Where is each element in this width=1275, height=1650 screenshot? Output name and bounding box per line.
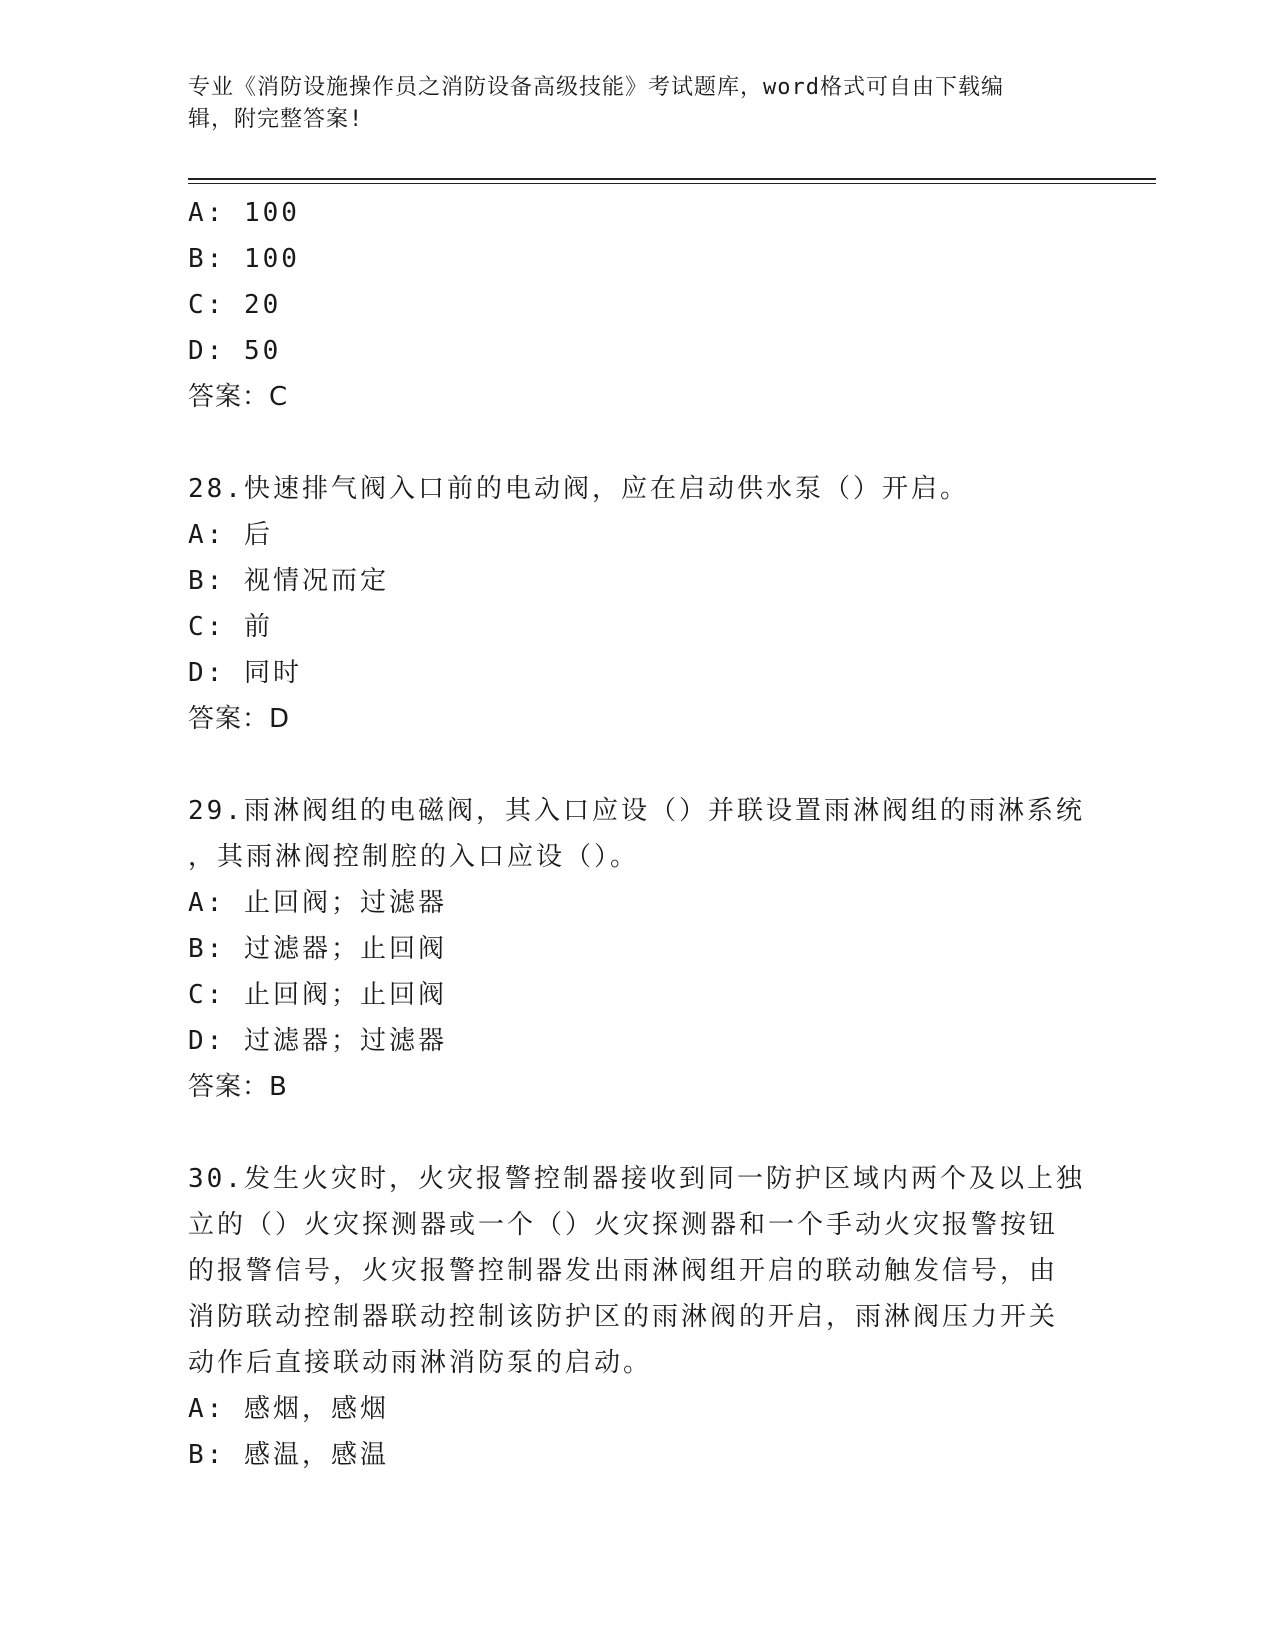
header-divider-thin — [188, 183, 1156, 184]
question-27-continued — [188, 190, 1088, 420]
question-text-line-2: 立的（）火灾探测器或一个（）火灾探测器和一个手动火灾报警按钮 — [188, 1210, 1059, 1240]
question-text: 28.快速排气阀入口前的电动阀，应在启动供水泵（）开启。 — [188, 474, 969, 504]
option-d: D: 50 — [188, 336, 282, 366]
header-line-2: 辑，附完整答案! — [188, 107, 364, 132]
option-d: D: 同时 — [188, 658, 302, 688]
question-text-line-4: 消防联动控制器联动控制该防护区的雨淋阀的开启，雨淋阀压力开关 — [188, 1302, 1059, 1332]
question-29 — [188, 788, 1088, 1110]
header-line-1: 专业《消防设施操作员之消防设备高级技能》考试题库，word格式可自由下载编 — [188, 75, 1004, 100]
question-text-line-3: 的报警信号，火灾报警控制器发出雨淋阀组开启的联动触发信号，由 — [188, 1256, 1059, 1286]
spacer — [188, 1110, 1088, 1156]
option-a: A: 感烟，感烟 — [188, 1394, 389, 1424]
option-b: B: 过滤器；止回阀 — [188, 934, 447, 964]
option-c: C: 20 — [188, 290, 282, 320]
question-text-line-1: 30.发生火灾时，火灾报警控制器接收到同一防护区域内两个及以上独 — [188, 1164, 1085, 1194]
option-b: B: 视情况而定 — [188, 566, 389, 596]
answer-line: 答案：D — [188, 704, 291, 734]
answer-line: 答案：C — [188, 382, 289, 412]
answer-line: 答案：B — [188, 1072, 288, 1102]
question-text-line-2: ，其雨淋阀控制腔的入口应设（）。 — [188, 842, 640, 872]
spacer — [188, 420, 1088, 466]
option-c: C: 止回阀；止回阀 — [188, 980, 447, 1010]
question-list — [188, 190, 1088, 1478]
option-a: A: 后 — [188, 520, 273, 550]
document-header — [188, 72, 1068, 136]
option-c: C: 前 — [188, 612, 273, 642]
spacer — [188, 742, 1088, 788]
option-b: B: 100 — [188, 244, 300, 274]
option-a: A: 止回阀；过滤器 — [188, 888, 447, 918]
question-text-line-5: 动作后直接联动雨淋消防泵的启动。 — [188, 1348, 653, 1378]
question-30 — [188, 1156, 1088, 1478]
question-28 — [188, 466, 1088, 742]
header-divider-thick — [188, 178, 1156, 180]
question-text-line-1: 29.雨淋阀组的电磁阀，其入口应设（）并联设置雨淋阀组的雨淋系统 — [188, 796, 1085, 826]
option-a: A: 100 — [188, 198, 300, 228]
option-b: B: 感温，感温 — [188, 1440, 389, 1470]
option-d: D: 过滤器；过滤器 — [188, 1026, 447, 1056]
